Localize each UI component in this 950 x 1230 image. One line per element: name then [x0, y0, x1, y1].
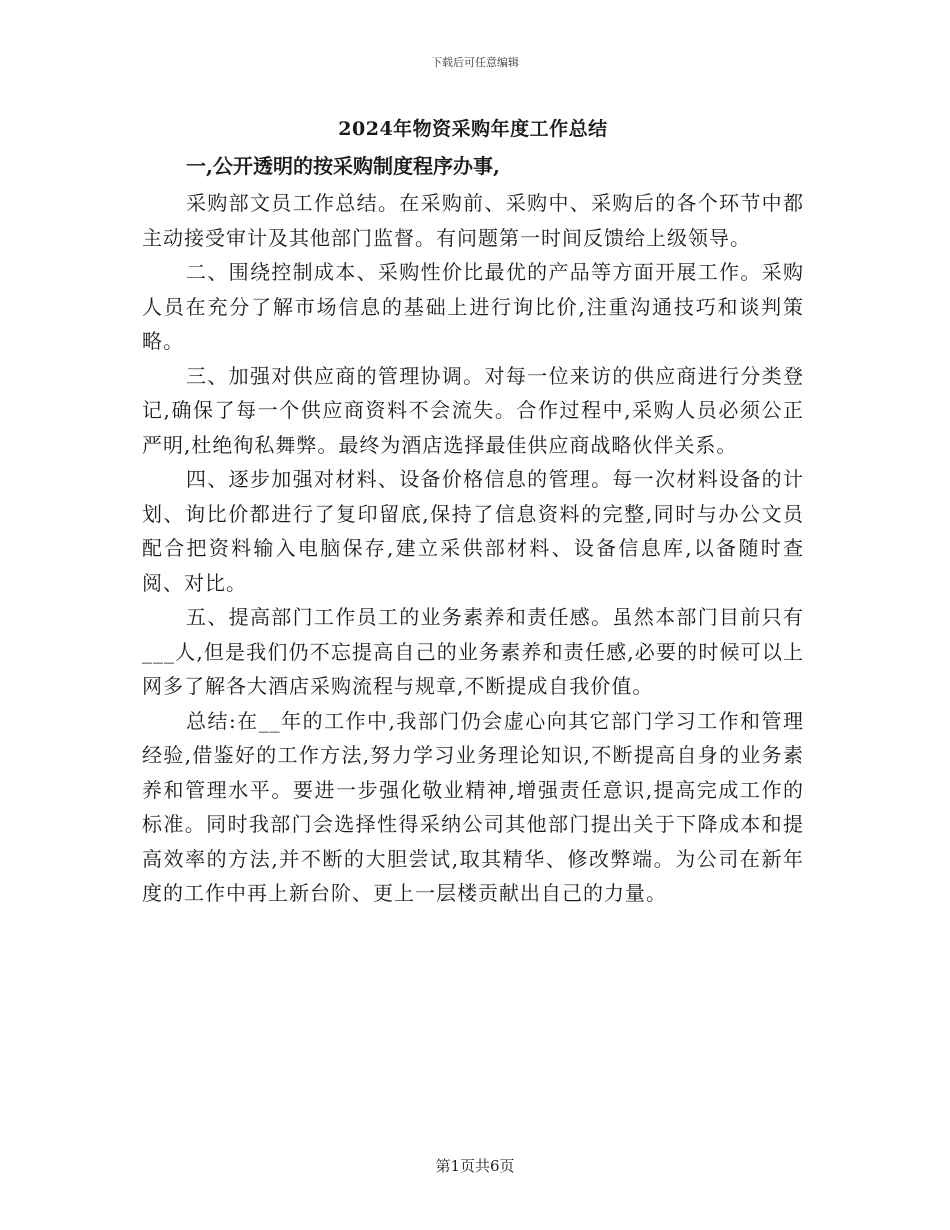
page-number: 第1页共6页 [435, 1157, 515, 1175]
paragraph-2: 二、围绕控制成本、采购性价比最优的产品等方面开展工作。采购人员在充分了解市场信息的基础上进行询比价,注重沟通技巧和谈判策略。 [142, 260, 804, 353]
document-body [142, 112, 804, 911]
download-note: 下载后可任意编辑 [431, 56, 519, 69]
document-title: 2024年物资采购年度工作总结 [338, 118, 608, 140]
paragraph-5: 五、提高部门工作员工的业务素养和责任感。虽然本部门目前只有___人,但是我们仍不忘提高自己的业务素养和责任感,必要的时候可以上网多了解各大酒店采购流程与规章,不断提成自我价值。 [142, 605, 804, 698]
paragraph-summary: 总结:在__年的工作中,我部门仍会虚心向其它部门学习工作和管理经验,借鉴好的工作方法,努力学习业务理论知识,不断提高自身的业务素养和管理水平。要进一步强化敬业精神,增强责任意识,提高完成工作的标准。同时我部门会选择性得采纳公司其他部门提出关于下降成本和提高效率的方法,并不断的大胆尝试,取其精华、修改弊端。为公司在新年度的工作中再上新台阶、更上一层楼贡献出自己的力量。 [142, 708, 804, 905]
paragraph-1: 采购部文员工作总结。在采购前、采购中、采购后的各个环节中都主动接受审计及其他部门监督。有问题第一时间反馈给上级领导。 [142, 191, 804, 250]
section-heading: 一,公开透明的按采购制度程序办事, [186, 154, 500, 178]
paragraph-4: 四、逐步加强对材料、设备价格信息的管理。每一次材料设备的计划、询比价都进行了复印留底,保持了信息资料的完整,同时与办公文员配合把资料输入电脑保存,建立采供部材料、设备信息库,以备随时查阅、对比。 [142, 467, 804, 595]
paragraph-3: 三、加强对供应商的管理协调。对每一位来访的供应商进行分类登记,确保了每一个供应商资料不会流失。合作过程中,采购人员必须公正严明,杜绝徇私舞弊。最终为酒店选择最佳供应商战略伙伴关系。 [142, 363, 804, 457]
